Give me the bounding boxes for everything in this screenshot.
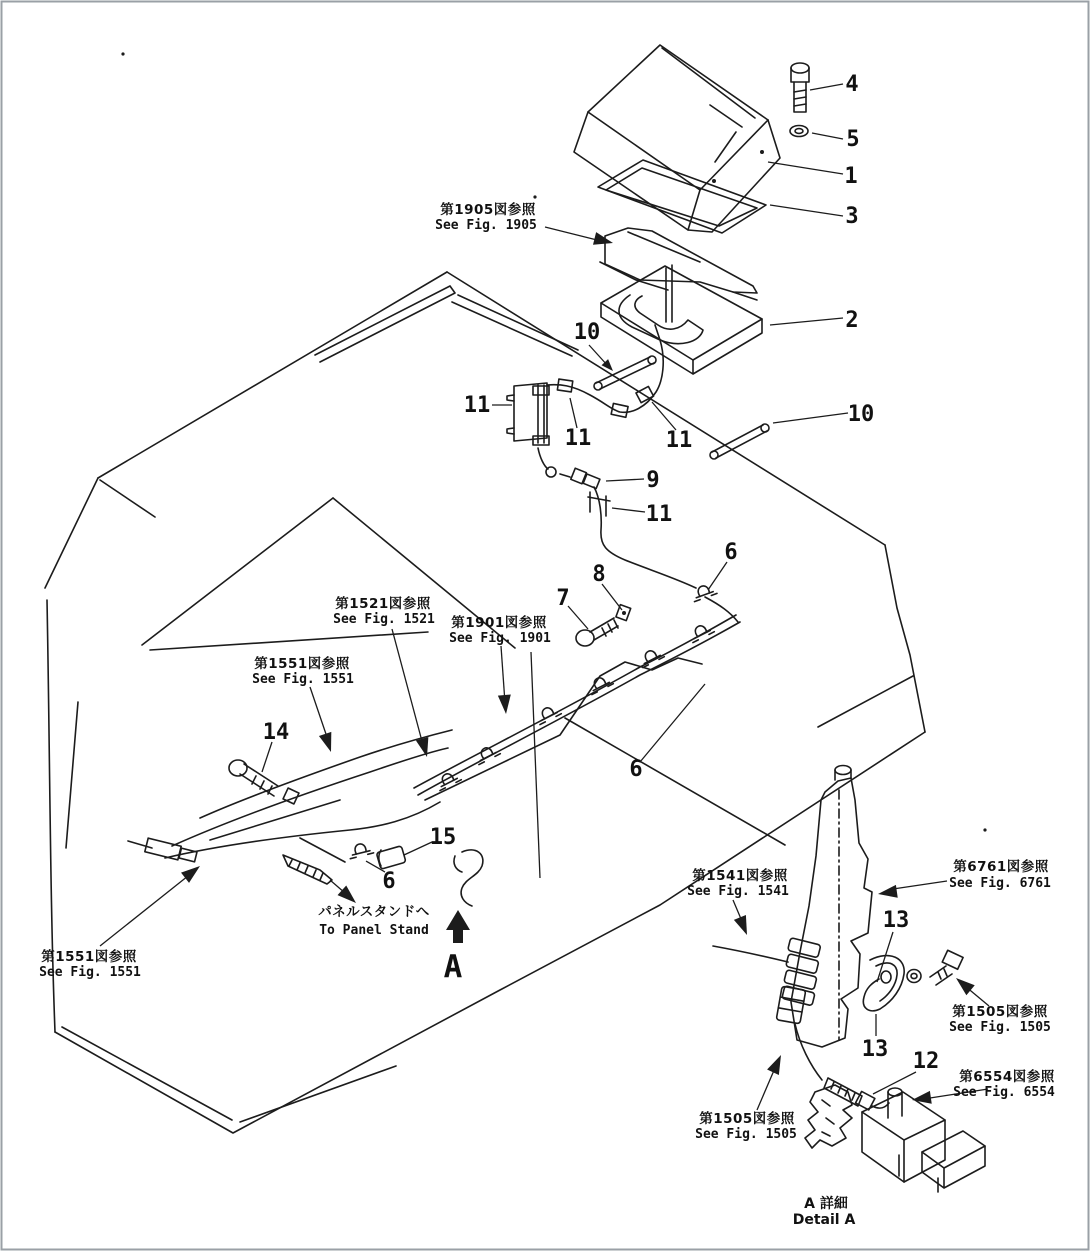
callout-6: 6 bbox=[724, 540, 738, 565]
fig1905-ref-jp: 第1905図参照 bbox=[440, 202, 536, 218]
arrow-fig1901 bbox=[498, 695, 513, 715]
callout-8: 8 bbox=[592, 562, 606, 587]
arrow-fig1905 bbox=[593, 232, 615, 249]
clamp-6-left bbox=[347, 841, 373, 858]
left-harness-cluster bbox=[128, 730, 452, 884]
fig1901-ref-jp: 第1901図参照 bbox=[451, 615, 547, 631]
fig1505-right-ref-en: See Fig. 1505 bbox=[949, 1020, 1051, 1035]
detail-a-title-en: Detail A bbox=[792, 1212, 856, 1228]
grommet-15 bbox=[376, 846, 406, 870]
to-panel-stand-jp: パネルスタンドへ bbox=[318, 904, 430, 920]
fig1521-ref-jp: 第1521図参照 bbox=[335, 596, 431, 612]
clamp-6 bbox=[434, 769, 461, 791]
fig1551-upper-ref-jp: 第1551図参照 bbox=[254, 656, 350, 672]
fig1505-left-ref-jp: 第1505図参照 bbox=[699, 1111, 795, 1127]
callout-10: 10 bbox=[847, 402, 875, 427]
hood-cover bbox=[574, 45, 780, 232]
fig6761-ref-en: See Fig. 6761 bbox=[949, 876, 1051, 891]
callout-5: 5 bbox=[846, 127, 860, 152]
mount-bolt bbox=[791, 63, 809, 112]
fig6761-ref-jp: 第6761図参照 bbox=[953, 859, 1049, 875]
fig1901-ref-en: See Fig. 1901 bbox=[449, 631, 551, 646]
callout-2: 2 bbox=[845, 308, 859, 333]
arrow-fig1541 bbox=[734, 915, 753, 937]
callout-13: 13 bbox=[861, 1037, 889, 1062]
view-a-arrow-icon bbox=[446, 910, 470, 943]
callout-15: 15 bbox=[429, 825, 457, 850]
harness-bracket bbox=[514, 383, 547, 441]
callout-10: 10 bbox=[573, 320, 601, 345]
bolt-14 bbox=[229, 760, 278, 796]
callout-11: 11 bbox=[645, 502, 673, 527]
arrow-fig1505-left bbox=[767, 1052, 787, 1075]
gasket-frame bbox=[598, 160, 766, 233]
callout-7: 7 bbox=[556, 586, 570, 611]
callout-13: 13 bbox=[882, 908, 910, 933]
fig1521-ref-en: See Fig. 1521 bbox=[333, 612, 435, 627]
clamp-6-upper bbox=[690, 582, 717, 601]
fig1541-ref-en: See Fig. 1541 bbox=[687, 884, 789, 899]
fig6554-ref-jp: 第6554図参照 bbox=[959, 1069, 1055, 1085]
fig1551-upper-ref-en: See Fig. 1551 bbox=[252, 672, 354, 687]
valve-box bbox=[862, 1088, 985, 1192]
to-panel-stand-en: To Panel Stand bbox=[319, 923, 429, 938]
fig1551-lower-ref-jp: 第1551図参照 bbox=[41, 949, 137, 965]
callout-11: 11 bbox=[564, 426, 592, 451]
callout-9: 9 bbox=[646, 468, 660, 493]
connector-9 bbox=[571, 468, 601, 489]
fig6554-ref-en: See Fig. 6554 bbox=[953, 1085, 1055, 1100]
callout-14: 14 bbox=[262, 720, 290, 745]
callout-1: 1 bbox=[844, 164, 858, 189]
nut-8 bbox=[616, 605, 631, 621]
connector-plug bbox=[145, 838, 181, 860]
callout-6: 6 bbox=[629, 757, 643, 782]
callout-3: 3 bbox=[845, 204, 859, 229]
callout-4: 4 bbox=[845, 72, 859, 97]
washer bbox=[790, 126, 808, 137]
fig1905-ref-en: See Fig. 1905 bbox=[435, 218, 537, 233]
arrow-fig1551-upper bbox=[319, 732, 337, 754]
callout-6: 6 bbox=[382, 869, 396, 894]
see-fig-annotations bbox=[39, 201, 1055, 1142]
fig1541-ref-jp: 第1541図参照 bbox=[692, 868, 788, 884]
callout-11: 11 bbox=[463, 393, 491, 418]
detail-a-title-jp: A 詳細 bbox=[804, 1196, 848, 1212]
fig1505-left-ref-en: See Fig. 1505 bbox=[695, 1127, 797, 1142]
callout-11: 11 bbox=[665, 428, 693, 453]
curled-hose bbox=[454, 850, 483, 906]
annotation-leaders bbox=[100, 227, 989, 1110]
callout-12: 12 bbox=[912, 1049, 940, 1074]
fig1551-lower-ref-en: See Fig. 1551 bbox=[39, 965, 141, 980]
fig1505-right-ref-jp: 第1505図参照 bbox=[952, 1004, 1048, 1020]
arrow-fig6761 bbox=[877, 885, 898, 901]
view-a-label: A bbox=[443, 949, 463, 985]
